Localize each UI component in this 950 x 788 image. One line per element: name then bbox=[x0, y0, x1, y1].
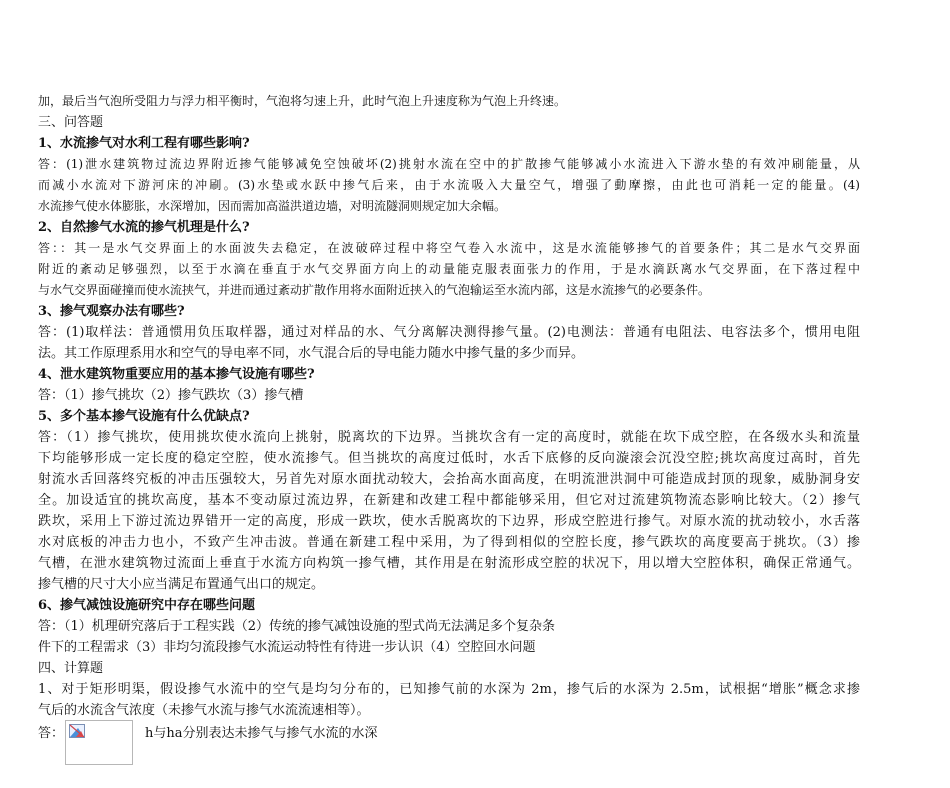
text-line: 四、计算题 bbox=[38, 661, 104, 676]
text-line: 答：(1)取样法：普通惯用负压取样器，通过对样品的水、气分离解决测得掺气量。(2)电测法：普通有电阻法、电容法多个，惯用电阻 bbox=[38, 325, 860, 340]
text-line: 答：：其一是水气交界面上的水面波失去稳定，在波破碎过程中将空气卷入水流中，这是水流能够掺气的首要条件；其二是水气交界面 bbox=[38, 241, 860, 255]
text-line: 水对底板的冲击力也小，不致产生冲击波。普通在新建工程中采用，为了得到相似的空腔长度，掺气跌坎的高度要高于挑坎。（3）掺 bbox=[38, 535, 860, 550]
text-line: 掺气槽的尺寸大小应当满足布置通气出口的规定。 bbox=[38, 577, 325, 592]
text-line: 答：（1）掺气挑坎，使用挑坎使水流向上挑射，脱离坎的下边界。当挑坎含有一定的高度时，就能在坎下成空腔，在各级水头和流量 bbox=[38, 430, 860, 445]
document-body bbox=[38, 91, 860, 721]
question-heading: 3、掺气观察办法有哪些? bbox=[38, 304, 185, 319]
text-line: 气槽，在泄水建筑物过流面上垂直于水流方向构筑一掺气槽，其作用是在射流形成空腔的状况下，用以增大空腔体积，确保正常通气。 bbox=[38, 556, 860, 571]
question-heading: 2、自然掺气水流的掺气机理是什么? bbox=[38, 220, 250, 235]
text-line: 答：（1）机理研究落后于工程实践（2）传统的掺气减蚀设施的型式尚无法满足多个复杂条 bbox=[38, 619, 556, 634]
text-line: 附近的紊动足够强烈，以至于水滴在垂直于水气交界面方向上的动量能克服表面张力的作用，于是水滴跃离水气交界面，在下落过程中 bbox=[38, 262, 860, 276]
question-heading: 6、掺气减蚀设施研究中存在哪些问题 bbox=[38, 598, 256, 613]
answer-label: 答： bbox=[38, 726, 65, 741]
broken-image-icon bbox=[69, 724, 85, 738]
question-heading: 5、多个基本掺气设施有什么优缺点? bbox=[38, 409, 250, 424]
text-line: 三、问答题 bbox=[38, 115, 104, 130]
text-line: 下均能够形成一定长度的稳定空腔，使水流掺气。但当挑坎的高度过低时，水舌下底修的反向漩滚会沉没空腔;挑坎高度过高时，首先 bbox=[38, 451, 860, 466]
answer-text: h与ha分别表达未掺气与掺气水流的水深 bbox=[145, 726, 378, 741]
text-line: 水流掺气使水体膨胀，水深增加，因而需加高溢洪道边墙，对明流隧洞则规定加大余幅。 bbox=[38, 199, 507, 213]
text-line: 与水气交界面碰撞而使水流挟气，并进而通过紊动扩散作用将水面附近挟入的气泡输运至水流内部，这是水流掺气的必要条件。 bbox=[38, 283, 711, 297]
formula-image-placeholder bbox=[65, 720, 133, 765]
question-heading: 4、泄水建筑物重要应用的基本掺气设施有哪些? bbox=[38, 367, 315, 382]
text-line: 件下的工程需求（3）非均匀流段掺气水流运动特性有待进一步认识（4）空腔回水问题 bbox=[38, 640, 536, 655]
text-line: 射流水舌回落终究板的冲击压强较大，另首先对原水面扰动较大，会抬高水面高度，在明流泄洪洞中可能造成封顶的现象，威胁洞身安 bbox=[38, 472, 860, 487]
text-line: 加，最后当气泡所受阻力与浮力相平衡时，气泡将匀速上升，此时气泡上升速度称为气泡上升终速。 bbox=[38, 94, 567, 108]
text-line: 跌坎，采用上下游过流边界错开一定的高度，形成一跌坎，使水舌脱离坎的下边界，形成空腔进行掺气。对原水流的扰动较小，水舌落 bbox=[38, 514, 860, 529]
answer-row bbox=[38, 720, 860, 766]
text-line: 答：（1）掺气挑坎（2）掺气跌坎（3）掺气槽 bbox=[38, 388, 304, 403]
text-line: 答：(1)泄水建筑物过流边界附近掺气能够减免空蚀破坏(2)挑射水流在空中的扩散掺气能够减小水流进入下游水垫的有效冲刷能量，从 bbox=[38, 157, 860, 171]
text-line: 法。其工作原理系用水和空气的导电率不同，水气混合后的导电能力随水中掺气量的多少而异。 bbox=[38, 346, 585, 361]
text-line: 全。加设适宜的挑坎高度，基本不变动原过流边界，在新建和改建工程中都能够采用，但它对过流建筑物流态影响比较大。（2）掺气 bbox=[38, 493, 860, 508]
text-line: 而减小水流对下游河床的冲刷。(3)水垫或水跃中掺气后来，由于水流吸入大量空气，增强了動摩擦，由此也可消耗一定的能量。(4) bbox=[38, 178, 860, 192]
question-heading: 1、水流掺气对水利工程有哪些影响? bbox=[38, 136, 250, 151]
text-line: 1、对于矩形明渠，假设掺气水流中的空气是均匀分布的，已知掺气前的水深为 2m，掺气后的水深为 2.5m，试根据“增胀”概念求掺 bbox=[38, 682, 860, 697]
text-line: 气后的水流含气浓度（未掺气水流与掺气水流流速相等）。 bbox=[38, 703, 370, 718]
